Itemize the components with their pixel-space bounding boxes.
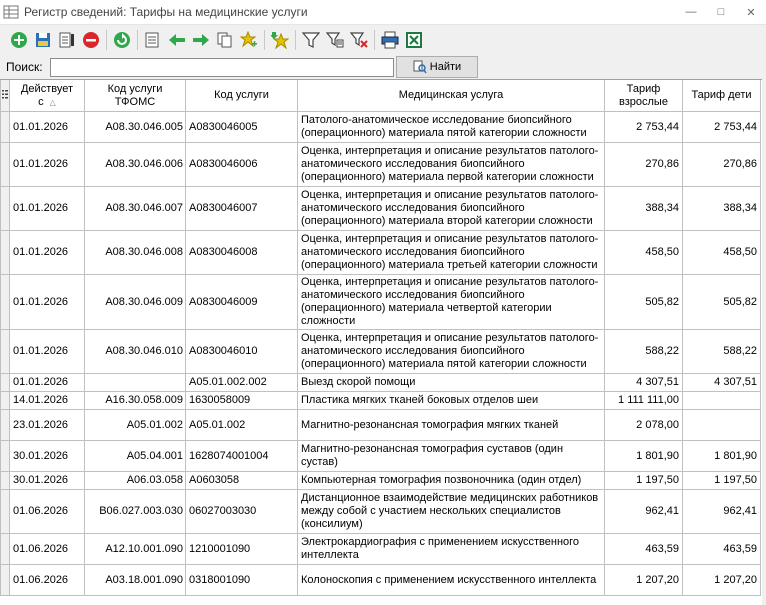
- cell-code[interactable]: A05.01.002.002: [186, 374, 298, 392]
- cell-tariff-child[interactable]: 1 207,20: [683, 565, 761, 596]
- search-button[interactable]: [396, 56, 478, 78]
- minimize-button[interactable]: —: [685, 6, 697, 18]
- toolbar-separator: [295, 30, 296, 50]
- cell-date[interactable]: 30.01.2026: [10, 472, 85, 490]
- cell-tfoms-code[interactable]: A08.30.046.009: [85, 275, 186, 330]
- forward-button[interactable]: [190, 29, 212, 51]
- filter-edit-button[interactable]: [324, 29, 346, 51]
- cell-date[interactable]: 01.01.2026: [10, 187, 85, 231]
- cell-date[interactable]: 23.01.2026: [10, 410, 85, 441]
- list-button[interactable]: [142, 29, 164, 51]
- edit-icon: [58, 31, 76, 49]
- cell-service[interactable]: Магнитно-резонансная томография мягких тканей: [298, 410, 605, 441]
- cell-date[interactable]: 01.01.2026: [10, 275, 85, 330]
- cell-code[interactable]: A0830046006: [186, 143, 298, 187]
- cell-tariff-child[interactable]: [683, 392, 761, 410]
- vertical-scrollbar[interactable]: [762, 79, 766, 604]
- cell-tfoms-code[interactable]: A08.30.046.005: [85, 112, 186, 143]
- search-button-label: Найти: [429, 61, 462, 73]
- copy-button[interactable]: [214, 29, 236, 51]
- cell-tfoms-code[interactable]: A16.30.058.009: [85, 392, 186, 410]
- cell-tariff-child[interactable]: 388,34: [683, 187, 761, 231]
- cell-date[interactable]: 14.01.2026: [10, 392, 85, 410]
- table-row[interactable]: [1, 275, 761, 330]
- save-button[interactable]: [32, 29, 54, 51]
- cell-date[interactable]: 01.01.2026: [10, 143, 85, 187]
- add-star-button[interactable]: [238, 29, 260, 51]
- cell-code[interactable]: 0318001090: [186, 565, 298, 596]
- back-button[interactable]: [166, 29, 188, 51]
- cell-tfoms-code[interactable]: A05.04.001: [85, 441, 186, 472]
- cell-tfoms-code[interactable]: A08.30.046.008: [85, 231, 186, 275]
- column-header-tariff-child[interactable]: Тариф дети: [683, 80, 761, 112]
- cell-tariff-child[interactable]: 458,50: [683, 231, 761, 275]
- toolbar-separator: [374, 30, 375, 50]
- table-header-row: [1, 80, 761, 112]
- cell-code[interactable]: 1630058009: [186, 392, 298, 410]
- table-row[interactable]: [1, 330, 761, 374]
- toolbar-separator: [264, 30, 265, 50]
- cell-service[interactable]: Оценка, интерпретация и описание результатов патолого-анатомического исследования биопсийного (операционного) материала второй категории сложности: [298, 187, 605, 231]
- cell-date[interactable]: 30.01.2026: [10, 441, 85, 472]
- row-selector[interactable]: [1, 143, 10, 187]
- cell-tariff-adult[interactable]: 4 307,51: [605, 374, 683, 392]
- cell-tariff-adult[interactable]: 458,50: [605, 231, 683, 275]
- edit-button[interactable]: [56, 29, 78, 51]
- table-row[interactable]: [1, 231, 761, 275]
- search-label: Поиск:: [6, 60, 43, 74]
- search-bar: [0, 55, 766, 79]
- cell-service[interactable]: Магнитно-резонансная томография суставов (один сустав): [298, 441, 605, 472]
- cell-tariff-adult[interactable]: 962,41: [605, 490, 683, 534]
- cell-tariff-adult[interactable]: 1 197,50: [605, 472, 683, 490]
- cell-tariff-adult[interactable]: 2 078,00: [605, 410, 683, 441]
- star-arrow-icon: [271, 31, 289, 49]
- cell-tariff-child[interactable]: 588,22: [683, 330, 761, 374]
- toolbar-separator: [106, 30, 107, 50]
- plus-icon: [10, 31, 28, 49]
- table-row[interactable]: [1, 490, 761, 534]
- row-selector[interactable]: [1, 472, 10, 490]
- excel-button[interactable]: [403, 29, 425, 51]
- cell-code[interactable]: A05.01.002: [186, 410, 298, 441]
- cell-date[interactable]: 01.06.2026: [10, 490, 85, 534]
- cell-tariff-child[interactable]: [683, 410, 761, 441]
- cell-code[interactable]: 1628074001004: [186, 441, 298, 472]
- arrow-left-icon: [168, 31, 186, 49]
- toolbar: [0, 25, 766, 55]
- table-row[interactable]: [1, 187, 761, 231]
- column-header-service[interactable]: Медицинская услуга: [298, 80, 605, 112]
- cell-tariff-adult[interactable]: 388,34: [605, 187, 683, 231]
- cell-date[interactable]: 01.06.2026: [10, 534, 85, 565]
- cell-tariff-adult[interactable]: 1 111 111,00: [605, 392, 683, 410]
- find-icon: [413, 60, 427, 74]
- cell-tariff-adult[interactable]: 588,22: [605, 330, 683, 374]
- cell-tariff-adult[interactable]: 1 207,20: [605, 565, 683, 596]
- cell-code[interactable]: A0830046009: [186, 275, 298, 330]
- row-selector[interactable]: [1, 231, 10, 275]
- add-button[interactable]: [8, 29, 30, 51]
- filter-clear-icon: [350, 31, 368, 49]
- app-icon: [3, 5, 19, 19]
- row-selector[interactable]: [1, 490, 10, 534]
- arrow-right-icon: [192, 31, 210, 49]
- cell-tfoms-code[interactable]: [85, 374, 186, 392]
- row-selector[interactable]: [1, 410, 10, 441]
- tariffs-table: [0, 80, 761, 596]
- filter-edit-icon: [326, 31, 344, 49]
- cell-code[interactable]: A0603058: [186, 472, 298, 490]
- column-header-code[interactable]: Код услуги: [186, 80, 298, 112]
- toolbar-separator: [137, 30, 138, 50]
- cell-tariff-child[interactable]: 1 197,50: [683, 472, 761, 490]
- column-header-tfoms-code[interactable]: Код услуги ТФОМС: [85, 80, 186, 112]
- row-selector[interactable]: [1, 330, 10, 374]
- cell-tfoms-code[interactable]: B06.027.003.030: [85, 490, 186, 534]
- cell-tariff-child[interactable]: 505,82: [683, 275, 761, 330]
- cell-service[interactable]: Пластика мягких тканей боковых отделов шеи: [298, 392, 605, 410]
- column-header-date[interactable]: Действует с △: [10, 80, 85, 112]
- table-row[interactable]: [1, 392, 761, 410]
- row-selector[interactable]: [1, 275, 10, 330]
- table-row[interactable]: [1, 534, 761, 565]
- table-row[interactable]: [1, 410, 761, 441]
- print-icon: [381, 31, 399, 49]
- column-menu-icon: [2, 89, 8, 99]
- row-selector[interactable]: [1, 374, 10, 392]
- cell-tariff-adult[interactable]: 1 801,90: [605, 441, 683, 472]
- cell-date[interactable]: 01.06.2026: [10, 565, 85, 596]
- row-selector[interactable]: [1, 534, 10, 565]
- cell-date[interactable]: 01.01.2026: [10, 374, 85, 392]
- cell-service[interactable]: Электрокардиография с применением искусственного интеллекта: [298, 534, 605, 565]
- cell-tariff-adult[interactable]: 270,86: [605, 143, 683, 187]
- import-button[interactable]: [269, 29, 291, 51]
- delete-button[interactable]: [80, 29, 102, 51]
- cell-service[interactable]: Патолого-анатомическое исследование биопсийного (операционного) материала пятой категории сложности: [298, 112, 605, 143]
- minus-icon: [82, 31, 100, 49]
- row-selector[interactable]: [1, 441, 10, 472]
- row-selector[interactable]: [1, 565, 10, 596]
- cell-tariff-child[interactable]: 463,59: [683, 534, 761, 565]
- cell-code[interactable]: A0830046005: [186, 112, 298, 143]
- filter-button[interactable]: [300, 29, 322, 51]
- cell-tariff-child[interactable]: 2 753,44: [683, 112, 761, 143]
- cell-service[interactable]: Оценка, интерпретация и описание результатов патолого-анатомического исследования биопсийного (операционного) материала четвертой категории сложности: [298, 275, 605, 330]
- table-body: [1, 112, 761, 596]
- cell-date[interactable]: 01.01.2026: [10, 231, 85, 275]
- filter-icon: [302, 31, 320, 49]
- column-header-tariff-adult[interactable]: Тариф взрослые: [605, 80, 683, 112]
- list-icon: [144, 31, 162, 49]
- cell-tfoms-code[interactable]: A08.30.046.007: [85, 187, 186, 231]
- cell-code[interactable]: A0830046010: [186, 330, 298, 374]
- sort-asc-icon: △: [49, 97, 56, 107]
- cell-service[interactable]: Оценка, интерпретация и описание результатов патолого-анатомического исследования биопсийного (операционного) материала третьей категории сложности: [298, 231, 605, 275]
- cell-tariff-child[interactable]: 962,41: [683, 490, 761, 534]
- window-title: Регистр сведений: Тарифы на медицинские услуги: [24, 5, 308, 19]
- title-bar: [0, 0, 766, 25]
- table-row[interactable]: [1, 441, 761, 472]
- cell-date[interactable]: 01.01.2026: [10, 330, 85, 374]
- table-row[interactable]: [1, 112, 761, 143]
- cell-tariff-adult[interactable]: 463,59: [605, 534, 683, 565]
- cell-service[interactable]: Оценка, интерпретация и описание результатов патолого-анатомического исследования биопсийного (операционного) материала первой категории сложности: [298, 143, 605, 187]
- cell-service[interactable]: Выезд скорой помощи: [298, 374, 605, 392]
- cell-tariff-child[interactable]: 270,86: [683, 143, 761, 187]
- row-selector[interactable]: [1, 392, 10, 410]
- refresh-icon: [113, 31, 131, 49]
- cell-tariff-adult[interactable]: 2 753,44: [605, 112, 683, 143]
- cell-tfoms-code[interactable]: A12.10.001.090: [85, 534, 186, 565]
- cell-code[interactable]: 06027003030: [186, 490, 298, 534]
- filter-clear-button[interactable]: [348, 29, 370, 51]
- table-row[interactable]: [1, 565, 761, 596]
- excel-icon: [405, 31, 423, 49]
- cell-tfoms-code[interactable]: A05.01.002: [85, 410, 186, 441]
- cell-code[interactable]: A0830046007: [186, 187, 298, 231]
- data-grid: [0, 79, 762, 605]
- search-input[interactable]: [50, 58, 394, 77]
- print-button[interactable]: [379, 29, 401, 51]
- cell-date[interactable]: 01.01.2026: [10, 112, 85, 143]
- refresh-button[interactable]: [111, 29, 133, 51]
- row-selector[interactable]: [1, 112, 10, 143]
- row-selector[interactable]: [1, 187, 10, 231]
- cell-service[interactable]: Дистанционное взаимодействие медицинских работников между собой с участием нескольких специалистов (консилиум): [298, 490, 605, 534]
- copy-icon: [216, 31, 234, 49]
- cell-code[interactable]: A0830046008: [186, 231, 298, 275]
- table-row[interactable]: [1, 472, 761, 490]
- cell-tariff-child[interactable]: 1 801,90: [683, 441, 761, 472]
- cell-service[interactable]: Колоноскопия с применением искусственного интеллекта: [298, 565, 605, 596]
- save-icon: [34, 31, 52, 49]
- cell-service[interactable]: Оценка, интерпретация и описание результатов патолого-анатомического исследования биопсийного (операционного) материала пятой категории сложности: [298, 330, 605, 374]
- cell-tfoms-code[interactable]: A03.18.001.090: [85, 565, 186, 596]
- cell-code[interactable]: 1210001090: [186, 534, 298, 565]
- cell-tfoms-code[interactable]: A08.30.046.010: [85, 330, 186, 374]
- column-settings-icon[interactable]: [1, 80, 10, 112]
- close-button[interactable]: ✕: [746, 6, 756, 19]
- maximize-button[interactable]: □: [717, 6, 725, 18]
- table-row[interactable]: [1, 143, 761, 187]
- cell-tfoms-code[interactable]: A08.30.046.006: [85, 143, 186, 187]
- cell-tfoms-code[interactable]: A06.03.058: [85, 472, 186, 490]
- cell-service[interactable]: Компьютерная томография позвоночника (один отдел): [298, 472, 605, 490]
- cell-tariff-child[interactable]: 4 307,51: [683, 374, 761, 392]
- cell-tariff-adult[interactable]: 505,82: [605, 275, 683, 330]
- table-row[interactable]: [1, 374, 761, 392]
- star-plus-icon: [240, 31, 258, 49]
